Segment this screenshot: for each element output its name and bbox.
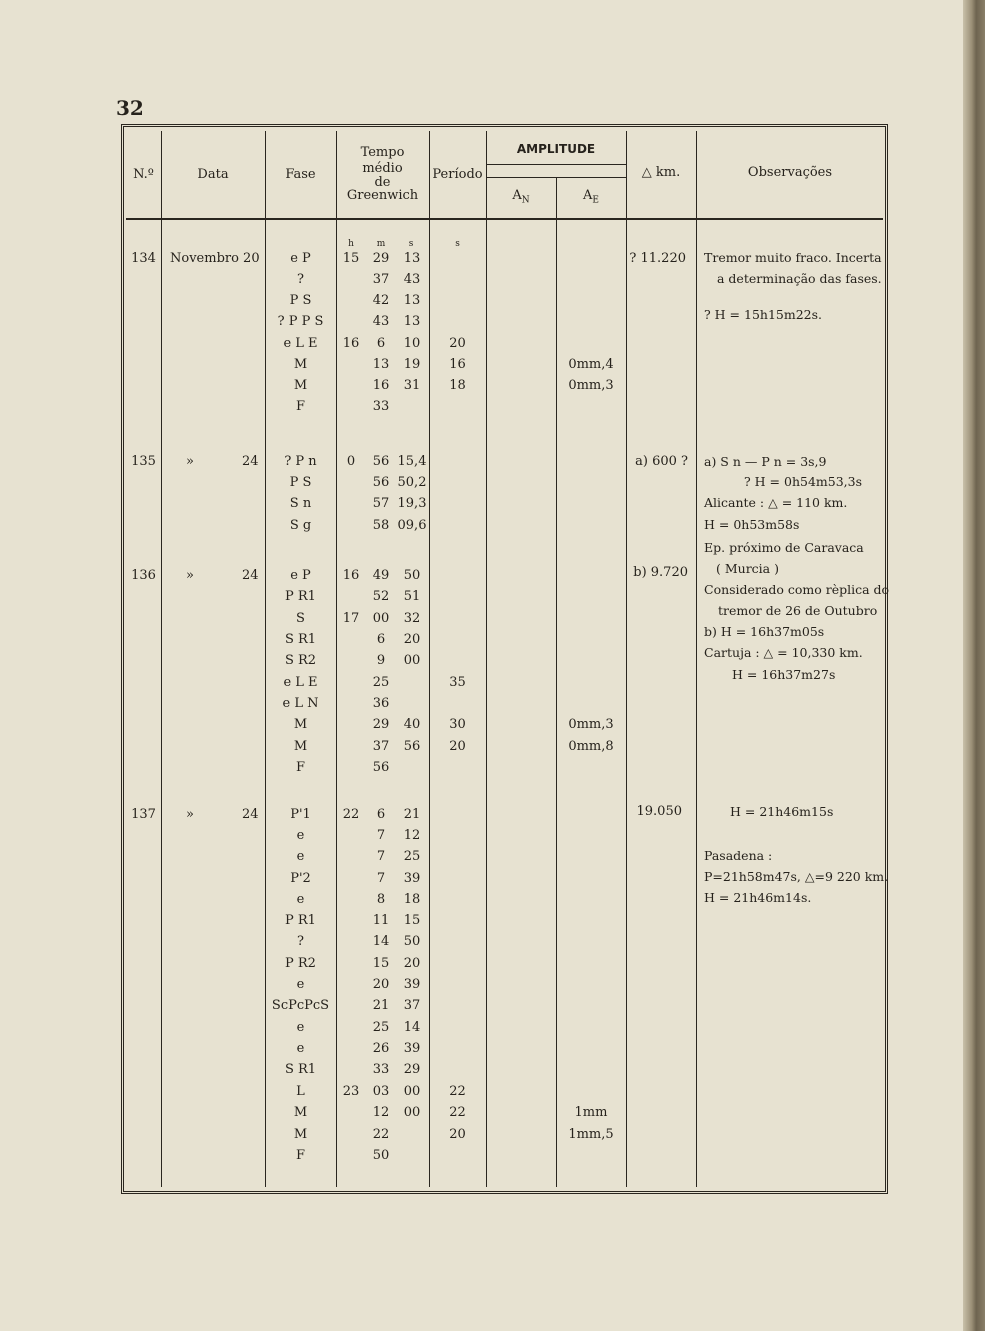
- header-time-1: Tempo: [360, 145, 405, 160]
- seconds-cell: 32: [403, 611, 421, 626]
- header-observations: Observações: [747, 165, 833, 180]
- phase-cell: P R2: [285, 956, 316, 971]
- hours-cell: 0: [346, 454, 356, 469]
- phase-cell: P'2: [290, 871, 311, 886]
- hours-cell: 16: [342, 568, 360, 583]
- phase-cell: e L N: [282, 696, 319, 711]
- minutes-cell: 22: [372, 1127, 390, 1142]
- amplitude-e-cell: 0mm,3: [568, 717, 614, 732]
- amplitude-e-cell: 0mm,4: [568, 357, 614, 372]
- period-cell: 16: [449, 357, 466, 372]
- period-cell: 30: [449, 717, 466, 732]
- minutes-cell: 37: [372, 272, 390, 287]
- seconds-cell: 31: [403, 378, 421, 393]
- observation-line: Ep. próximo de Caravaca: [704, 540, 864, 555]
- observation-line: Considerado como rèplica do: [704, 582, 890, 597]
- entry-date-ditto: »: [186, 454, 194, 469]
- page-number: 32: [116, 96, 144, 120]
- minutes-cell: 00: [372, 611, 390, 626]
- period-cell: 18: [449, 378, 466, 393]
- minutes-cell: 14: [372, 934, 390, 949]
- phase-cell: P R1: [285, 589, 316, 604]
- phase-cell: S R2: [284, 653, 317, 668]
- column-divider: [626, 131, 627, 1187]
- phase-cell: S g: [289, 518, 312, 533]
- period-cell: 20: [449, 1127, 466, 1142]
- seconds-cell: 14: [403, 1020, 421, 1035]
- phase-cell: e: [296, 849, 305, 864]
- phase-cell: S R1: [284, 632, 317, 647]
- header-phase: Fase: [285, 167, 316, 182]
- minutes-cell: 49: [372, 568, 390, 583]
- seconds-cell: 15,4: [397, 454, 427, 469]
- minutes-cell: 15: [372, 956, 390, 971]
- seconds-cell: 25: [403, 849, 421, 864]
- observation-line: b) H = 16h37m05s: [704, 624, 825, 639]
- minutes-cell: 25: [372, 1020, 390, 1035]
- observation-line: Tremor muito fraco. Incerta: [704, 250, 882, 265]
- header-distance: △ km.: [641, 165, 681, 180]
- phase-cell: e: [296, 828, 305, 843]
- minutes-cell: 52: [372, 589, 390, 604]
- entry-distance: b) 9.720: [633, 565, 688, 580]
- phase-cell: ?: [297, 272, 304, 287]
- phase-cell: e P: [290, 568, 311, 583]
- seconds-cell: 09,6: [397, 518, 427, 533]
- minutes-cell: 6: [376, 336, 386, 351]
- seconds-cell: 10: [403, 336, 421, 351]
- unit-hours: h: [348, 239, 354, 249]
- minutes-cell: 7: [376, 871, 386, 886]
- observation-line: H = 21h46m14s.: [704, 890, 812, 905]
- period-cell: 20: [449, 336, 466, 351]
- minutes-cell: 43: [372, 314, 390, 329]
- seconds-cell: 20: [403, 632, 421, 647]
- minutes-cell: 13: [372, 357, 390, 372]
- amplitude-e-cell: 0mm,3: [568, 378, 614, 393]
- observation-line: a) S n — P n = 3s,9: [704, 454, 827, 469]
- entry-date-day: 24: [242, 568, 259, 583]
- header-amplitude-n: $A_N$: [512, 188, 530, 206]
- column-divider: [696, 131, 697, 1187]
- entry-distance: 19.050: [636, 804, 682, 819]
- seconds-cell: 00: [403, 653, 421, 668]
- entry-distance: a) 600 ?: [635, 454, 688, 469]
- phase-cell: S n: [289, 496, 312, 511]
- phase-cell: e L E: [283, 675, 318, 690]
- seconds-cell: 50: [403, 568, 421, 583]
- phase-cell: M: [293, 717, 308, 732]
- seconds-cell: 21: [403, 807, 421, 822]
- phase-cell: S: [296, 611, 305, 626]
- phase-cell: P S: [289, 293, 312, 308]
- phase-cell: F: [295, 399, 306, 414]
- minutes-cell: 29: [372, 251, 390, 266]
- observation-line: P=21h58m47s, △=9 220 km.: [704, 869, 889, 884]
- entry-number: 137: [131, 807, 156, 822]
- seconds-cell: 00: [403, 1084, 421, 1099]
- phase-cell: ScPcPcS: [271, 998, 330, 1013]
- seconds-cell: 13: [403, 293, 421, 308]
- observation-line: a determinação das fases.: [717, 271, 882, 286]
- phase-cell: e: [296, 1020, 305, 1035]
- header-date: Data: [197, 167, 229, 182]
- phase-cell: L: [296, 1084, 305, 1099]
- phase-cell: M: [293, 739, 308, 754]
- entry-number: 135: [131, 454, 156, 469]
- hours-cell: 16: [342, 336, 360, 351]
- seconds-cell: 39: [403, 977, 421, 992]
- minutes-cell: 56: [372, 760, 390, 775]
- minutes-cell: 37: [372, 739, 390, 754]
- phase-cell: P R1: [285, 913, 316, 928]
- phase-cell: S R1: [284, 1062, 317, 1077]
- entry-number: 136: [131, 568, 156, 583]
- minutes-cell: 21: [372, 998, 390, 1013]
- phase-cell: M: [293, 1105, 308, 1120]
- column-divider: [336, 131, 337, 1187]
- seconds-cell: 51: [403, 589, 421, 604]
- unit-seconds: s: [408, 239, 414, 249]
- minutes-cell: 29: [372, 717, 390, 732]
- observation-line: Alicante : △ = 110 km.: [704, 495, 848, 510]
- amplitude-rule: [486, 164, 626, 165]
- phase-cell: e P: [290, 251, 311, 266]
- minutes-cell: 6: [376, 632, 386, 647]
- minutes-cell: 33: [372, 399, 390, 414]
- minutes-cell: 50: [372, 1148, 390, 1163]
- observation-line: ( Murcia ): [716, 561, 779, 576]
- column-divider: [486, 131, 487, 1187]
- header-time-3: de: [374, 175, 391, 190]
- phase-cell: e: [296, 977, 305, 992]
- minutes-cell: 56: [372, 475, 390, 490]
- column-divider: [161, 131, 162, 1187]
- seconds-cell: 18: [403, 892, 421, 907]
- seconds-cell: 12: [403, 828, 421, 843]
- phase-cell: e: [296, 1041, 305, 1056]
- phase-cell: F: [295, 1148, 306, 1163]
- minutes-cell: 9: [376, 653, 386, 668]
- minutes-cell: 42: [372, 293, 390, 308]
- header-bottom-rule: [126, 218, 883, 220]
- observation-line: tremor de 26 de Outubro: [718, 603, 878, 618]
- amplitude-e-cell: 0mm,8: [568, 739, 614, 754]
- phase-cell: ? P n: [284, 454, 317, 469]
- entry-date-day: 24: [242, 807, 259, 822]
- column-divider: [556, 178, 557, 1187]
- observation-line: H = 0h53m58s: [704, 517, 800, 532]
- period-cell: 20: [449, 739, 466, 754]
- entry-date-ditto: »: [186, 568, 194, 583]
- observation-line: ? H = 0h54m53,3s: [744, 474, 863, 489]
- hours-cell: 17: [342, 611, 360, 626]
- minutes-cell: 56: [372, 454, 390, 469]
- phase-cell: M: [293, 357, 308, 372]
- seconds-cell: 20: [403, 956, 421, 971]
- minutes-cell: 7: [376, 828, 386, 843]
- hours-cell: 15: [342, 251, 360, 266]
- hours-cell: 23: [342, 1084, 360, 1099]
- minutes-cell: 33: [372, 1062, 390, 1077]
- seconds-cell: 00: [403, 1105, 421, 1120]
- period-cell: 35: [449, 675, 466, 690]
- minutes-cell: 7: [376, 849, 386, 864]
- amplitude-rule: [486, 177, 626, 178]
- observation-line: H = 21h46m15s: [730, 804, 834, 819]
- minutes-cell: 36: [372, 696, 390, 711]
- header-no: N.º: [133, 167, 154, 182]
- phase-cell: M: [293, 378, 308, 393]
- minutes-cell: 11: [372, 913, 390, 928]
- seconds-cell: 19,3: [397, 496, 427, 511]
- amplitude-e-cell: 1mm: [574, 1105, 608, 1120]
- seconds-cell: 19: [403, 357, 421, 372]
- minutes-cell: 8: [376, 892, 386, 907]
- entry-date-day: 24: [242, 454, 259, 469]
- entry-number: 134: [131, 251, 156, 266]
- entry-distance: ? 11.220: [629, 251, 686, 266]
- page-edge-shadow: [963, 0, 985, 1331]
- unit-minutes: m: [376, 239, 386, 249]
- seconds-cell: 29: [403, 1062, 421, 1077]
- seconds-cell: 15: [403, 913, 421, 928]
- observation-line: Cartuja : △ = 10,330 km.: [704, 645, 863, 660]
- seconds-cell: 43: [403, 272, 421, 287]
- unit-period-seconds: s: [455, 239, 460, 249]
- header-amplitude-e: $A_E$: [583, 188, 599, 206]
- minutes-cell: 20: [372, 977, 390, 992]
- amplitude-e-cell: 1mm,5: [568, 1127, 614, 1142]
- minutes-cell: 26: [372, 1041, 390, 1056]
- header-time-2: médio: [362, 161, 403, 176]
- minutes-cell: 03: [372, 1084, 390, 1099]
- observation-line: Pasadena :: [704, 848, 773, 863]
- seconds-cell: 40: [403, 717, 421, 732]
- seconds-cell: 50: [403, 934, 421, 949]
- seconds-cell: 13: [403, 314, 421, 329]
- seconds-cell: 56: [403, 739, 421, 754]
- minutes-cell: 58: [372, 518, 390, 533]
- header-period: Período: [432, 167, 483, 182]
- minutes-cell: 25: [372, 675, 390, 690]
- seconds-cell: 39: [403, 871, 421, 886]
- phase-cell: ?: [297, 934, 304, 949]
- phase-cell: P S: [289, 475, 312, 490]
- hours-cell: 22: [342, 807, 360, 822]
- seconds-cell: 50,2: [397, 475, 427, 490]
- phase-cell: M: [293, 1127, 308, 1142]
- minutes-cell: 57: [372, 496, 390, 511]
- observation-line: H = 16h37m27s: [732, 667, 836, 682]
- period-cell: 22: [449, 1084, 466, 1099]
- seconds-cell: 13: [403, 251, 421, 266]
- phase-cell: P'1: [290, 807, 311, 822]
- phase-cell: ? P P S: [277, 314, 324, 329]
- minutes-cell: 12: [372, 1105, 390, 1120]
- seconds-cell: 37: [403, 998, 421, 1013]
- seconds-cell: 39: [403, 1041, 421, 1056]
- phase-cell: e L E: [283, 336, 318, 351]
- entry-date-ditto: »: [186, 807, 194, 822]
- observation-line: ? H = 15h15m22s.: [704, 307, 823, 322]
- period-cell: 22: [449, 1105, 466, 1120]
- minutes-cell: 6: [376, 807, 386, 822]
- header-amplitude: AMPLITUDE: [516, 142, 596, 156]
- minutes-cell: 16: [372, 378, 390, 393]
- header-time-4: Greenwich: [346, 188, 419, 203]
- phase-cell: F: [295, 760, 306, 775]
- phase-cell: e: [296, 892, 305, 907]
- entry-date: Novembro 20: [170, 251, 260, 266]
